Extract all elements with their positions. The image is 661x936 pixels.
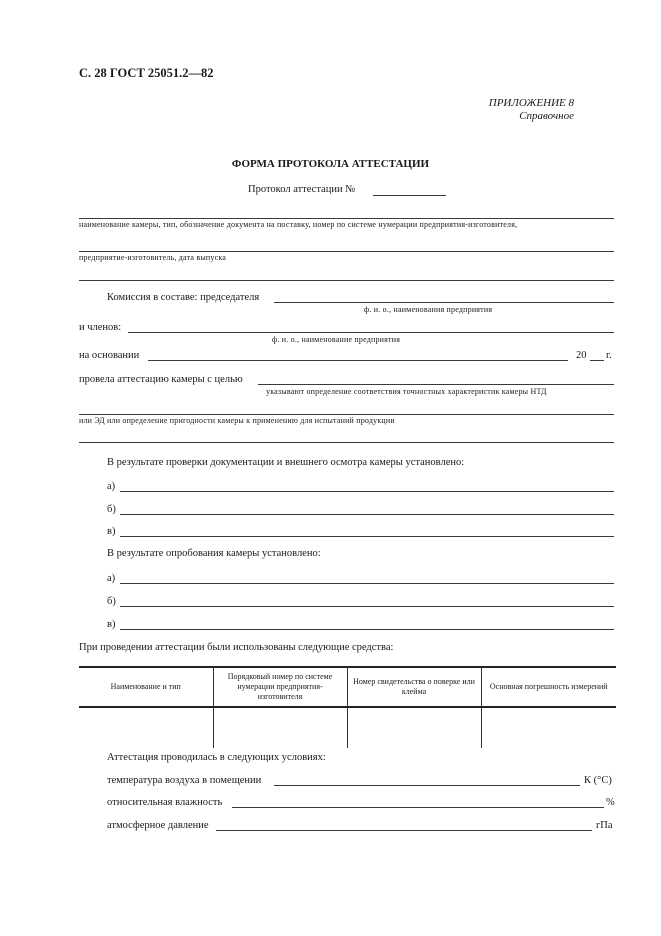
maker-caption: предприятие-изготовитель, дата выпуска — [79, 253, 227, 262]
temperature-unit: К (°С) — [584, 775, 612, 786]
means-table — [79, 666, 616, 748]
purpose-line-2[interactable] — [79, 414, 614, 415]
purpose-field[interactable] — [258, 384, 614, 385]
docs-field-b[interactable] — [120, 514, 614, 515]
year-prefix: 20 — [576, 350, 587, 361]
pressure-label: атмосферное давление — [107, 820, 209, 831]
table-cell[interactable] — [481, 707, 616, 748]
temperature-field[interactable] — [274, 785, 580, 786]
docs-item-a: а) — [107, 481, 116, 492]
table-cell[interactable] — [347, 707, 481, 748]
appendix-type: Справочное — [519, 110, 574, 122]
temperature-label: температура воздуха в помещении — [107, 775, 262, 786]
year-field[interactable] — [590, 360, 604, 361]
protocol-label: Протокол аттестации № — [248, 184, 356, 195]
table-header-row — [79, 667, 616, 707]
table-header-certificate: Номер свидетельства о поверке или клейма — [347, 667, 481, 707]
protocol-number-field[interactable] — [373, 195, 446, 196]
table-cell[interactable] — [213, 707, 347, 748]
trial-item-c: в) — [107, 619, 116, 630]
appendix-label — [489, 97, 574, 123]
trial-intro: В результате опробования камеры установлено: — [107, 548, 321, 559]
purpose-caption-2: или ЭД или определение пригодности камеры к применению для испытаний продукции — [79, 416, 395, 425]
trial-field-b[interactable] — [120, 606, 614, 607]
trial-field-a[interactable] — [120, 583, 614, 584]
members-caption: ф. и. о., наименование предприятия — [272, 335, 401, 344]
trial-item-b: б) — [107, 596, 116, 607]
basis-label: на основании — [79, 350, 140, 361]
basis-field[interactable] — [148, 360, 568, 361]
trial-field-c[interactable] — [120, 629, 614, 630]
docs-item-b: б) — [107, 504, 116, 515]
means-intro: При проведении аттестации были использованы следующие средства: — [79, 642, 394, 653]
table-header-error: Основная погрешность измерений — [481, 667, 616, 707]
page-header: С. 28 ГОСТ 25051.2—82 — [79, 66, 214, 80]
humidity-field[interactable] — [232, 807, 604, 808]
form-title: ФОРМА ПРОТОКОЛА АТТЕСТАЦИИ — [231, 158, 430, 170]
purpose-label: провела аттестацию камеры с целью — [79, 374, 243, 385]
table-cell[interactable] — [79, 707, 213, 748]
table-row — [79, 707, 616, 748]
docs-field-c[interactable] — [120, 536, 614, 537]
table-header-name: Наименование и тип — [79, 667, 213, 707]
purpose-caption-1: указывают определение соответствия точностных характеристик камеры НТД — [266, 387, 547, 396]
maker-line[interactable] — [79, 280, 614, 281]
camera-line-2[interactable] — [79, 251, 614, 252]
camera-caption: наименование камеры, тип, обозначение документа на поставку, номер по системе нумерации предприятия-изготовителя, — [79, 220, 518, 229]
members-label: и членов: — [79, 322, 122, 333]
pressure-unit: гПа — [596, 820, 613, 831]
camera-line[interactable] — [79, 218, 614, 219]
conditions-intro: Аттестация проводилась в следующих условиях: — [107, 752, 326, 763]
appendix-number: ПРИЛОЖЕНИЕ 8 — [488, 97, 574, 109]
pressure-field[interactable] — [216, 830, 592, 831]
chair-field[interactable] — [274, 302, 614, 303]
docs-item-c: в) — [107, 526, 116, 537]
docs-field-a[interactable] — [120, 491, 614, 492]
docs-check-intro: В результате проверки документации и внешнего осмотра камеры установлено: — [107, 457, 465, 468]
members-field[interactable] — [128, 332, 614, 333]
humidity-label: относительная влажность — [107, 797, 223, 808]
year-suffix: г. — [606, 350, 612, 361]
chair-caption: ф. и. о., наименования предприятия — [364, 305, 493, 314]
humidity-unit: % — [606, 797, 615, 808]
purpose-line-3[interactable] — [79, 442, 614, 443]
commission-label: Комиссия в составе: председателя — [107, 292, 260, 303]
trial-item-a: а) — [107, 573, 116, 584]
table-header-serial: Порядковый номер по системе нумерации предприятия-изготовителя — [213, 667, 347, 707]
